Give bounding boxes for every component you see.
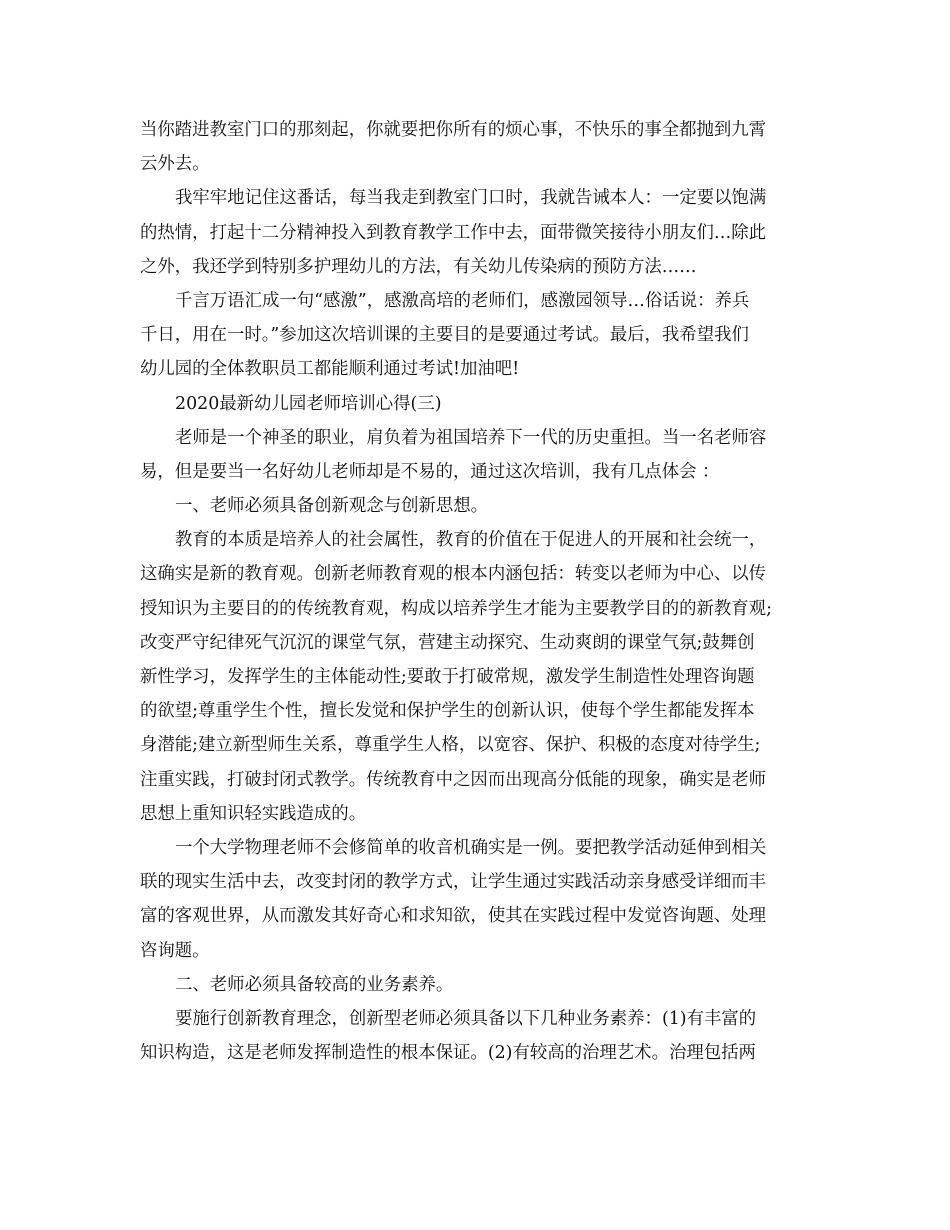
text-line: 授知识为主要目的的传统教育观，构成以培养学生才能为主要教学目的的新教育观; [140, 598, 772, 619]
text-line: 的热情，打起十二分精神投入到教育教学工作中去，面带微笑接待小朋友们…除此 [140, 222, 767, 243]
text-line: 老师是一个神圣的职业，肩负着为祖国培养下一代的历史重担。当一名老师容 [175, 427, 767, 448]
text-line: 千日，用在一时。”参加这次培训课的主要目的是要通过考试。最后，我希望我们 [140, 325, 749, 346]
text-line: 云外去。 [140, 154, 210, 175]
text-line: 身潜能;建立新型师生关系，尊重学生人格，以宽容、保护、积极的态度对待学生; [140, 735, 761, 756]
text-line: 新性学习，发挥学生的主体能动性;要敢于打破常规，激发学生制造性处理咨询题 [140, 667, 755, 687]
text-line: 富的客观世界，从而激发其好奇心和求知欲，使其在实践过程中发觉咨询题、处理 [140, 906, 767, 927]
text-line: 当你踏进教室门口的那刻起，你就要把你所有的烦心事，不快乐的事全都抛到九霄 [140, 120, 767, 140]
text-line: 这确实是新的教育观。创新老师教育观的根本内涵包括：转变以老师为中心、以传 [140, 564, 767, 585]
text-line: 改变严守纪律死气沉沉的课堂气氛，营建主动探究、生动爽朗的课堂气氛;鼓舞创 [140, 632, 755, 653]
text-line: 幼儿园的全体教职员工都能顺利通过考试!加油吧! [140, 359, 520, 380]
text-line: 一、老师必须具备创新观念与创新思想。 [175, 496, 489, 517]
text-line: 教育的本质是培养人的社会属性，教育的价值在于促进人的开展和社会统一， [175, 530, 767, 551]
text-line: 一个大学物理老师不会修简单的收音机确实是一例。要把教学活动延伸到相关 [175, 837, 767, 858]
text-line: 千言万语汇成一句“感激”，感激高培的老师们，感激园领导…俗话说：养兵 [175, 290, 750, 311]
text-line: 知识构造，这是老师发挥制造性的根本保证。(2)有较高的治理艺术。治理包括两 [140, 1043, 756, 1064]
text-line: 的欲望;尊重学生个性，擅长发觉和保护学生的创新认识，使每个学生都能发挥本 [140, 701, 755, 722]
text-line: 2020最新幼儿园老师培训心得(三) [175, 393, 442, 414]
text-line: 之外，我还学到特别多护理幼儿的方法，有关幼儿传染病的预防方法…… [140, 256, 697, 277]
text-line: 我牢牢地记住这番话，每当我走到教室门口时，我就告诫本人：一定要以饱满 [175, 188, 767, 209]
document-body [140, 113, 820, 1070]
text-line: 咨询题。 [140, 940, 210, 961]
text-line: 联的现实生活中去，改变封闭的教学方式，让学生通过实践活动亲身感受详细而丰 [140, 872, 767, 893]
text-line: 思想上重知识轻实践造成的。 [140, 803, 367, 824]
text-line: 要施行创新教育理念，创新型老师必须具备以下几种业务素养：(1)有丰富的 [175, 1008, 757, 1029]
text-line: 易，但是要当一名好幼儿老师却是不易的，通过这次培训，我有几点体会 ： [140, 461, 720, 482]
text-line: 注重实践，打破封闭式教学。传统教育中之因而出现高分低能的现象，确实是老师 [140, 769, 767, 790]
text-line: 二、老师必须具备较高的业务素养。 [175, 974, 454, 995]
